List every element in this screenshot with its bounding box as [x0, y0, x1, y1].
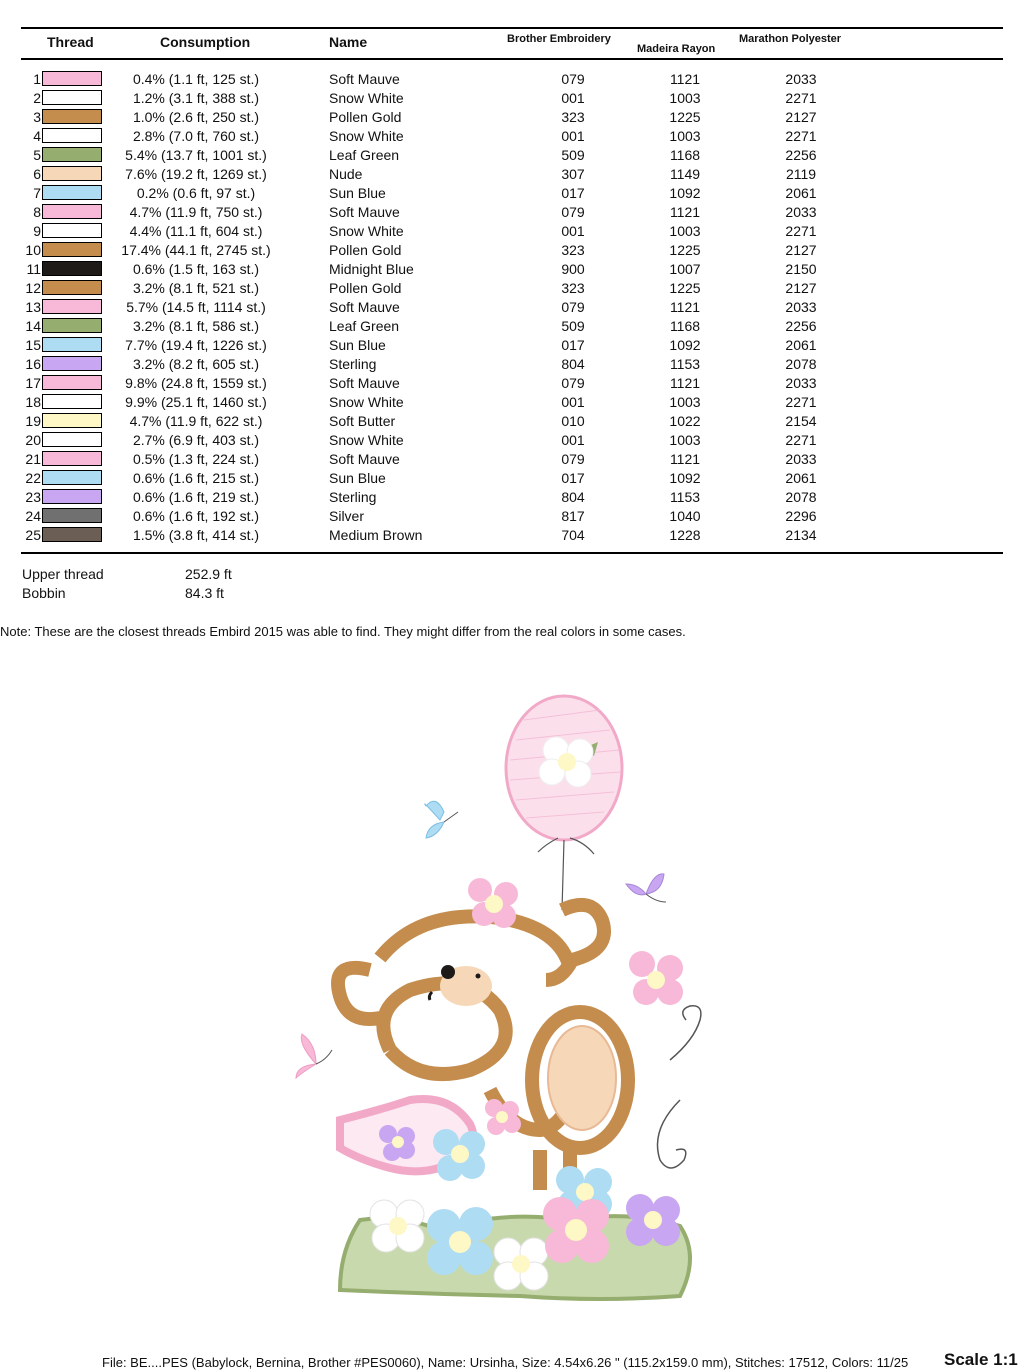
- color-swatch: [42, 451, 102, 466]
- row-madeira-code: 1092: [669, 185, 701, 201]
- row-consumption: 0.6% (1.6 ft, 219 st.): [132, 489, 260, 505]
- flower-pink-top: [468, 878, 518, 928]
- row-number: 3: [33, 109, 41, 125]
- row-madeira-code: 1225: [669, 280, 701, 296]
- row-consumption: 0.2% (0.6 ft, 97 st.): [136, 185, 256, 201]
- bobbin-label: Bobbin: [22, 585, 66, 601]
- row-number: 19: [25, 413, 41, 429]
- row-name: Midnight Blue: [329, 261, 414, 277]
- row-brother-code: 509: [561, 318, 585, 334]
- row-madeira-code: 1153: [669, 489, 701, 505]
- table-bottom-rule: [21, 552, 1003, 554]
- row-number: 6: [33, 166, 41, 182]
- table-row: [0, 412, 1024, 431]
- row-name: Snow White: [329, 223, 404, 239]
- butterfly-pink: [296, 1034, 332, 1078]
- table-row: [0, 127, 1024, 146]
- row-number: 23: [25, 489, 41, 505]
- row-consumption: 0.5% (1.3 ft, 224 st.): [132, 451, 260, 467]
- color-swatch: [42, 470, 102, 485]
- row-marathon-code: 2271: [785, 90, 817, 106]
- row-marathon-code: 2119: [785, 166, 817, 182]
- table-row: [0, 203, 1024, 222]
- row-number: 11: [26, 261, 41, 277]
- row-consumption: 0.6% (1.6 ft, 192 st.): [132, 508, 260, 524]
- wind-swirl: [658, 1006, 701, 1168]
- flower-white-left: [370, 1200, 424, 1252]
- color-swatch: [42, 242, 102, 257]
- row-number: 7: [33, 185, 41, 201]
- row-marathon-code: 2271: [785, 432, 817, 448]
- row-number: 5: [33, 147, 41, 163]
- table-top-rule: [21, 27, 1003, 29]
- row-madeira-code: 1092: [669, 337, 701, 353]
- row-marathon-code: 2078: [785, 356, 817, 372]
- row-madeira-code: 1225: [669, 242, 701, 258]
- row-consumption: 0.6% (1.5 ft, 163 st.): [132, 261, 260, 277]
- row-marathon-code: 2296: [785, 508, 817, 524]
- row-marathon-code: 2256: [785, 318, 817, 334]
- row-name: Sun Blue: [329, 337, 386, 353]
- row-marathon-code: 2256: [785, 147, 817, 163]
- table-row: [0, 355, 1024, 374]
- row-marathon-code: 2078: [785, 489, 817, 505]
- row-marathon-code: 2150: [785, 261, 817, 277]
- table-row: [0, 336, 1024, 355]
- flower-white-bottom: [494, 1238, 548, 1290]
- row-madeira-code: 1225: [669, 109, 701, 125]
- row-brother-code: 079: [561, 375, 585, 391]
- row-number: 12: [25, 280, 41, 296]
- row-madeira-code: 1121: [669, 451, 701, 467]
- color-swatch: [42, 432, 102, 447]
- row-consumption: 2.7% (6.9 ft, 403 st.): [132, 432, 260, 448]
- row-number: 16: [25, 356, 41, 372]
- table-row: [0, 279, 1024, 298]
- row-madeira-code: 1003: [669, 90, 701, 106]
- row-marathon-code: 2271: [785, 128, 817, 144]
- color-swatch: [42, 128, 102, 143]
- color-swatch: [42, 71, 102, 86]
- color-swatch: [42, 280, 102, 295]
- row-consumption: 3.2% (8.1 ft, 521 st.): [132, 280, 260, 296]
- color-swatch: [42, 166, 102, 181]
- table-row: [0, 526, 1024, 545]
- row-name: Pollen Gold: [329, 280, 402, 296]
- table-header-rule: [21, 58, 1003, 60]
- row-consumption: 5.7% (14.5 ft, 1114 st.): [126, 299, 266, 315]
- row-madeira-code: 1121: [669, 204, 701, 220]
- row-number: 17: [25, 375, 41, 391]
- row-number: 15: [25, 337, 41, 353]
- row-number: 21: [25, 451, 41, 467]
- scale-label: Scale 1:1: [944, 1350, 1018, 1369]
- row-brother-code: 804: [561, 489, 585, 505]
- row-name: Sterling: [329, 356, 377, 372]
- table-row: [0, 108, 1024, 127]
- row-brother-code: 323: [561, 280, 585, 296]
- bobbin-value: 84.3 ft: [185, 585, 224, 601]
- row-madeira-code: 1022: [669, 413, 701, 429]
- upper-thread-label: Upper thread: [22, 566, 104, 582]
- embroidery-preview: [280, 680, 750, 1310]
- row-brother-code: 017: [561, 185, 585, 201]
- row-marathon-code: 2134: [785, 527, 817, 543]
- row-number: 13: [25, 299, 41, 315]
- row-consumption: 7.7% (19.4 ft, 1226 st.): [125, 337, 267, 353]
- row-consumption: 5.4% (13.7 ft, 1001 st.): [125, 147, 267, 163]
- row-brother-code: 323: [561, 242, 585, 258]
- row-brother-code: 900: [561, 261, 585, 277]
- table-row: [0, 507, 1024, 526]
- row-name: Silver: [329, 508, 365, 524]
- row-name: Sun Blue: [329, 185, 386, 201]
- flower-pink-right: [629, 951, 683, 1005]
- row-consumption: 2.8% (7.0 ft, 760 st.): [132, 128, 260, 144]
- row-name: Snow White: [329, 394, 404, 410]
- row-madeira-code: 1121: [669, 375, 701, 391]
- balloon: [506, 696, 622, 910]
- row-name: Leaf Green: [329, 318, 400, 334]
- color-swatch: [42, 185, 102, 200]
- row-brother-code: 307: [561, 166, 585, 182]
- color-swatch: [42, 413, 102, 428]
- file-info: File: BE....PES (Babylock, Bernina, Brother #PES0060), Name: Ursinha, Size: 4.54x6.26 " (115.2x159.0 mm), Stitches: 17512, Colors: 11/25: [102, 1355, 909, 1370]
- row-name: Nude: [329, 166, 363, 182]
- row-madeira-code: 1040: [669, 508, 701, 524]
- row-brother-code: 001: [561, 90, 585, 106]
- row-consumption: 4.7% (11.9 ft, 750 st.): [129, 204, 263, 220]
- row-name: Soft Mauve: [329, 375, 400, 391]
- row-brother-code: 079: [561, 204, 585, 220]
- row-marathon-code: 2061: [785, 470, 817, 486]
- row-number: 25: [25, 527, 41, 543]
- color-swatch: [42, 394, 102, 409]
- row-brother-code: 001: [561, 223, 585, 239]
- color-swatch: [42, 337, 102, 352]
- table-row: [0, 89, 1024, 108]
- row-name: Snow White: [329, 432, 404, 448]
- row-name: Sun Blue: [329, 470, 386, 486]
- row-brother-code: 017: [561, 470, 585, 486]
- row-consumption: 1.2% (3.1 ft, 388 st.): [132, 90, 260, 106]
- table-row: [0, 222, 1024, 241]
- header-marathon: Marathon Polyester: [739, 33, 842, 45]
- row-marathon-code: 2033: [785, 204, 817, 220]
- row-name: Snow White: [329, 128, 404, 144]
- row-consumption: 17.4% (44.1 ft, 2745 st.): [121, 242, 271, 258]
- table-row: [0, 317, 1024, 336]
- table-row: [0, 374, 1024, 393]
- row-name: Soft Butter: [329, 413, 396, 429]
- row-brother-code: 817: [561, 508, 585, 524]
- row-brother-code: 079: [561, 71, 585, 87]
- table-row: [0, 469, 1024, 488]
- row-brother-code: 001: [561, 128, 585, 144]
- butterfly-lilac: [626, 874, 666, 902]
- row-brother-code: 010: [561, 413, 585, 429]
- row-number: 2: [33, 90, 41, 106]
- row-brother-code: 017: [561, 337, 585, 353]
- row-consumption: 7.6% (19.2 ft, 1269 st.): [125, 166, 267, 182]
- row-consumption: 9.9% (25.1 ft, 1460 st.): [125, 394, 267, 410]
- header-madeira: Madeira Rayon: [637, 43, 716, 55]
- row-madeira-code: 1003: [669, 432, 701, 448]
- row-name: Pollen Gold: [329, 242, 402, 258]
- row-marathon-code: 2127: [785, 280, 817, 296]
- row-name: Snow White: [329, 90, 404, 106]
- row-madeira-code: 1153: [669, 356, 701, 372]
- color-swatch: [42, 204, 102, 219]
- row-number: 1: [33, 71, 41, 87]
- header-name: Name: [329, 34, 368, 50]
- color-swatch: [42, 356, 102, 371]
- row-marathon-code: 2154: [785, 413, 817, 429]
- row-marathon-code: 2033: [785, 451, 817, 467]
- row-brother-code: 001: [561, 394, 585, 410]
- row-brother-code: 509: [561, 147, 585, 163]
- row-madeira-code: 1007: [669, 261, 701, 277]
- table-row: [0, 450, 1024, 469]
- table-row: [0, 393, 1024, 412]
- table-row: [0, 488, 1024, 507]
- row-marathon-code: 2271: [785, 394, 817, 410]
- row-madeira-code: 1168: [669, 147, 701, 163]
- row-number: 24: [25, 508, 41, 524]
- color-swatch: [42, 261, 102, 276]
- color-swatch: [42, 109, 102, 124]
- table-row: [0, 146, 1024, 165]
- row-marathon-code: 2271: [785, 223, 817, 239]
- color-swatch: [42, 223, 102, 238]
- row-consumption: 3.2% (8.1 ft, 586 st.): [132, 318, 260, 334]
- row-number: 22: [25, 470, 41, 486]
- color-swatch: [42, 375, 102, 390]
- table-row: [0, 241, 1024, 260]
- header-consumption: Consumption: [160, 34, 251, 50]
- row-number: 18: [25, 394, 41, 410]
- color-swatch: [42, 527, 102, 542]
- table-row: [0, 70, 1024, 89]
- row-number: 8: [33, 204, 41, 220]
- row-brother-code: 079: [561, 299, 585, 315]
- row-number: 9: [33, 223, 41, 239]
- table-row: [0, 184, 1024, 203]
- table-row: [0, 431, 1024, 450]
- upper-thread-value: 252.9 ft: [185, 566, 232, 582]
- row-number: 14: [25, 318, 41, 334]
- row-madeira-code: 1228: [669, 527, 701, 543]
- row-marathon-code: 2127: [785, 242, 817, 258]
- row-consumption: 1.5% (3.8 ft, 414 st.): [132, 527, 260, 543]
- row-consumption: 0.4% (1.1 ft, 125 st.): [132, 71, 260, 87]
- row-brother-code: 001: [561, 432, 585, 448]
- row-number: 20: [25, 432, 41, 448]
- row-madeira-code: 1092: [669, 470, 701, 486]
- row-madeira-code: 1003: [669, 394, 701, 410]
- row-madeira-code: 1003: [669, 223, 701, 239]
- color-swatch: [42, 90, 102, 105]
- row-marathon-code: 2033: [785, 375, 817, 391]
- header-thread: Thread: [47, 34, 94, 50]
- color-swatch: [42, 508, 102, 523]
- table-row: [0, 298, 1024, 317]
- row-consumption: 1.0% (2.6 ft, 250 st.): [132, 109, 260, 125]
- row-name: Medium Brown: [329, 527, 423, 543]
- butterfly-blue: [425, 801, 458, 838]
- color-swatch: [42, 318, 102, 333]
- row-marathon-code: 2061: [785, 185, 817, 201]
- bear-belly: [548, 1026, 616, 1130]
- row-brother-code: 804: [561, 356, 585, 372]
- thread-note: Note: These are the closest threads Embird 2015 was able to find. They might differ from the real colors in some cases.: [0, 624, 686, 639]
- row-marathon-code: 2061: [785, 337, 817, 353]
- row-name: Leaf Green: [329, 147, 400, 163]
- row-brother-code: 079: [561, 451, 585, 467]
- row-number: 4: [33, 128, 41, 144]
- row-consumption: 4.7% (11.9 ft, 622 st.): [129, 413, 263, 429]
- row-name: Sterling: [329, 489, 377, 505]
- row-madeira-code: 1121: [669, 299, 701, 315]
- row-marathon-code: 2033: [785, 299, 817, 315]
- color-swatch: [42, 299, 102, 314]
- header-brother: Brother Embroidery: [507, 33, 611, 45]
- color-swatch: [42, 147, 102, 162]
- row-madeira-code: 1003: [669, 128, 701, 144]
- row-consumption: 4.4% (11.1 ft, 604 st.): [129, 223, 263, 239]
- row-madeira-code: 1149: [669, 166, 701, 182]
- row-brother-code: 323: [561, 109, 585, 125]
- color-swatch: [42, 489, 102, 504]
- row-name: Soft Mauve: [329, 204, 400, 220]
- row-consumption: 0.6% (1.6 ft, 215 st.): [132, 470, 260, 486]
- row-name: Soft Mauve: [329, 299, 400, 315]
- row-madeira-code: 1121: [669, 71, 701, 87]
- table-row: [0, 165, 1024, 184]
- flower-pink-small: [485, 1099, 521, 1135]
- row-consumption: 3.2% (8.2 ft, 605 st.): [132, 356, 260, 372]
- table-row: [0, 260, 1024, 279]
- row-name: Pollen Gold: [329, 109, 402, 125]
- row-marathon-code: 2127: [785, 109, 817, 125]
- row-consumption: 9.8% (24.8 ft, 1559 st.): [125, 375, 267, 391]
- row-marathon-code: 2033: [785, 71, 817, 87]
- row-number: 10: [25, 242, 41, 258]
- row-brother-code: 704: [561, 527, 585, 543]
- balloon-flower: [539, 737, 593, 787]
- row-name: Soft Mauve: [329, 71, 400, 87]
- row-madeira-code: 1168: [669, 318, 701, 334]
- row-name: Soft Mauve: [329, 451, 400, 467]
